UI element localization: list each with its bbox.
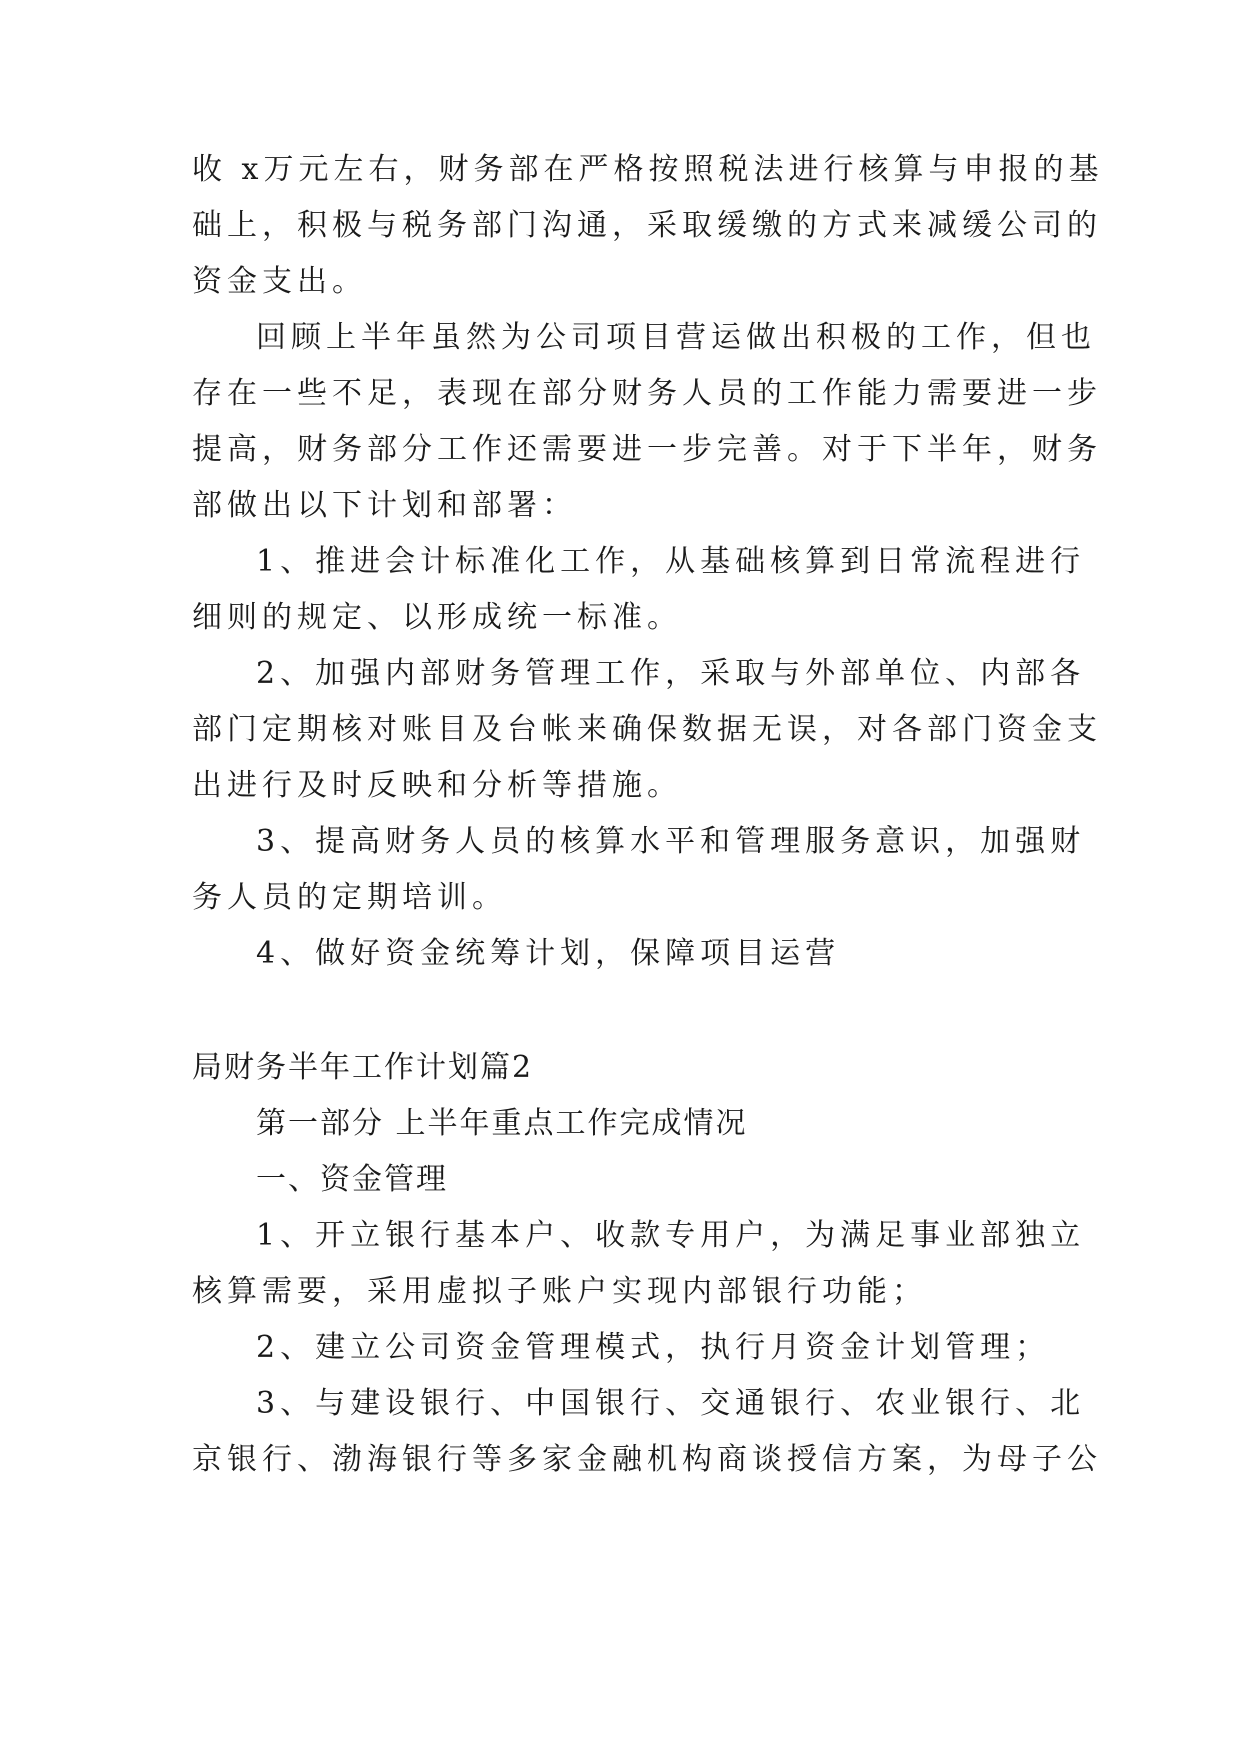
text-line: 部做出以下计划和部署： — [192, 488, 577, 523]
text-line: 出进行及时反映和分析等措施。 — [192, 768, 682, 803]
text-line: 存在一些不足，表现在部分财务人员的工作能力需要进一步 — [192, 376, 1102, 411]
list-item-1: 1、推进会计标准化工作，从基础核算到日常流程进行 — [256, 544, 1086, 579]
list-item-4: 4、做好资金统筹计划，保障项目运营 — [256, 936, 841, 971]
list-item-1: 1、开立银行基本户、收款专用户，为满足事业部独立 — [256, 1218, 1086, 1253]
section-title: 局财务半年工作计划篇2 — [192, 1050, 534, 1085]
text-line: 收 x万元左右，财务部在严格按照税法进行核算与申报的基 — [192, 152, 1104, 187]
subsection-heading: 一、资金管理 — [256, 1162, 448, 1197]
text-line: 京银行、渤海银行等多家金融机构商谈授信方案，为母子公 — [192, 1442, 1102, 1477]
part-heading: 第一部分 上半年重点工作完成情况 — [256, 1106, 748, 1141]
text-line: 核算需要，采用虚拟子账户实现内部银行功能； — [192, 1274, 927, 1309]
text-line: 资金支出。 — [192, 264, 367, 299]
list-item-2: 2、建立公司资金管理模式，执行月资金计划管理； — [256, 1330, 1051, 1365]
text-line: 提高，财务部分工作还需要进一步完善。对于下半年，财务 — [192, 432, 1102, 467]
list-item-3: 3、提高财务人员的核算水平和管理服务意识，加强财 — [256, 824, 1086, 859]
text-line: 回顾上半年虽然为公司项目营运做出积极的工作，但也 — [256, 320, 1096, 355]
text-line: 础上，积极与税务部门沟通，采取缓缴的方式来减缓公司的 — [192, 208, 1102, 243]
text-line: 务人员的定期培训。 — [192, 880, 507, 915]
list-item-2: 2、加强内部财务管理工作，采取与外部单位、内部各 — [256, 656, 1086, 691]
text-line: 细则的规定、以形成统一标准。 — [192, 600, 682, 635]
text-line: 部门定期核对账目及台帐来确保数据无误，对各部门资金支 — [192, 712, 1102, 747]
list-item-3: 3、与建设银行、中国银行、交通银行、农业银行、北 — [256, 1386, 1086, 1421]
